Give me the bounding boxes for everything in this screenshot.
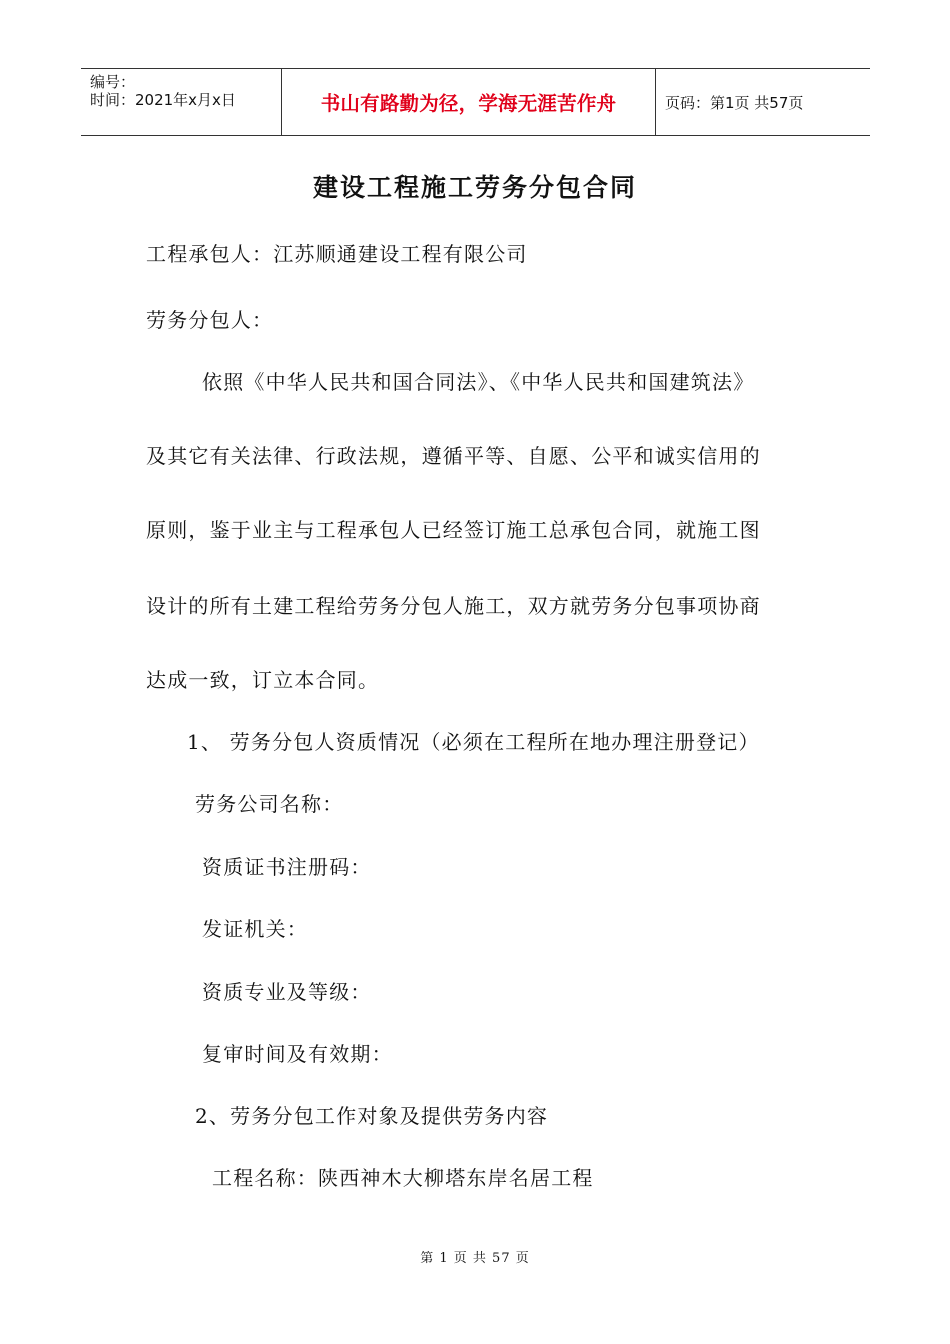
header-page-info: 页码：第1页 共57页 <box>665 93 804 112</box>
field-label: 资质专业及等级： <box>202 980 372 1004</box>
paragraph-line: 达成一致，订立本合同。 <box>146 668 380 692</box>
section-heading-1: 1、 劳务分包人资质情况（必须在工程所在地办理注册登记） <box>187 730 760 754</box>
document-title: 建设工程施工劳务分包合同 <box>312 173 637 202</box>
document-date: 时间：2021年x月x日 <box>90 91 236 109</box>
paragraph-line: 原则，鉴于业主与工程承包人已经签订施工总承包合同，就施工图 <box>146 518 761 542</box>
field-label: 发证机关： <box>202 917 308 941</box>
field-label: 复审时间及有效期： <box>202 1042 393 1066</box>
page-footer: 第 1 页 共 57 页 <box>420 1251 530 1266</box>
header-meta-cell <box>81 69 282 135</box>
contractor-line: 工程承包人：江苏顺通建设工程有限公司 <box>146 242 528 266</box>
project-name-line: 工程名称：陕西神木大柳塔东岸名居工程 <box>212 1166 594 1190</box>
header-page-cell <box>656 69 870 135</box>
subcontractor-line: 劳务分包人： <box>146 308 274 332</box>
header-table <box>81 68 870 136</box>
header-motto-cell <box>282 69 656 135</box>
paragraph-line: 设计的所有土建工程给劳务分包人施工，双方就劳务分包事项协商 <box>146 594 761 618</box>
paragraph-line: 及其它有关法律、行政法规，遵循平等、自愿、公平和诚实信用的 <box>146 444 761 468</box>
field-label: 劳务公司名称： <box>195 792 344 816</box>
header-motto: 书山有路勤为径，学海无涯苦作舟 <box>320 92 617 115</box>
document-number-label: 编号： <box>90 73 136 91</box>
field-label: 资质证书注册码： <box>202 855 372 879</box>
paragraph-line: 依照《中华人民共和国合同法》、《中华人民共和国建筑法》 <box>202 370 755 394</box>
section-heading-2: 2、劳务分包工作对象及提供劳务内容 <box>195 1104 549 1128</box>
